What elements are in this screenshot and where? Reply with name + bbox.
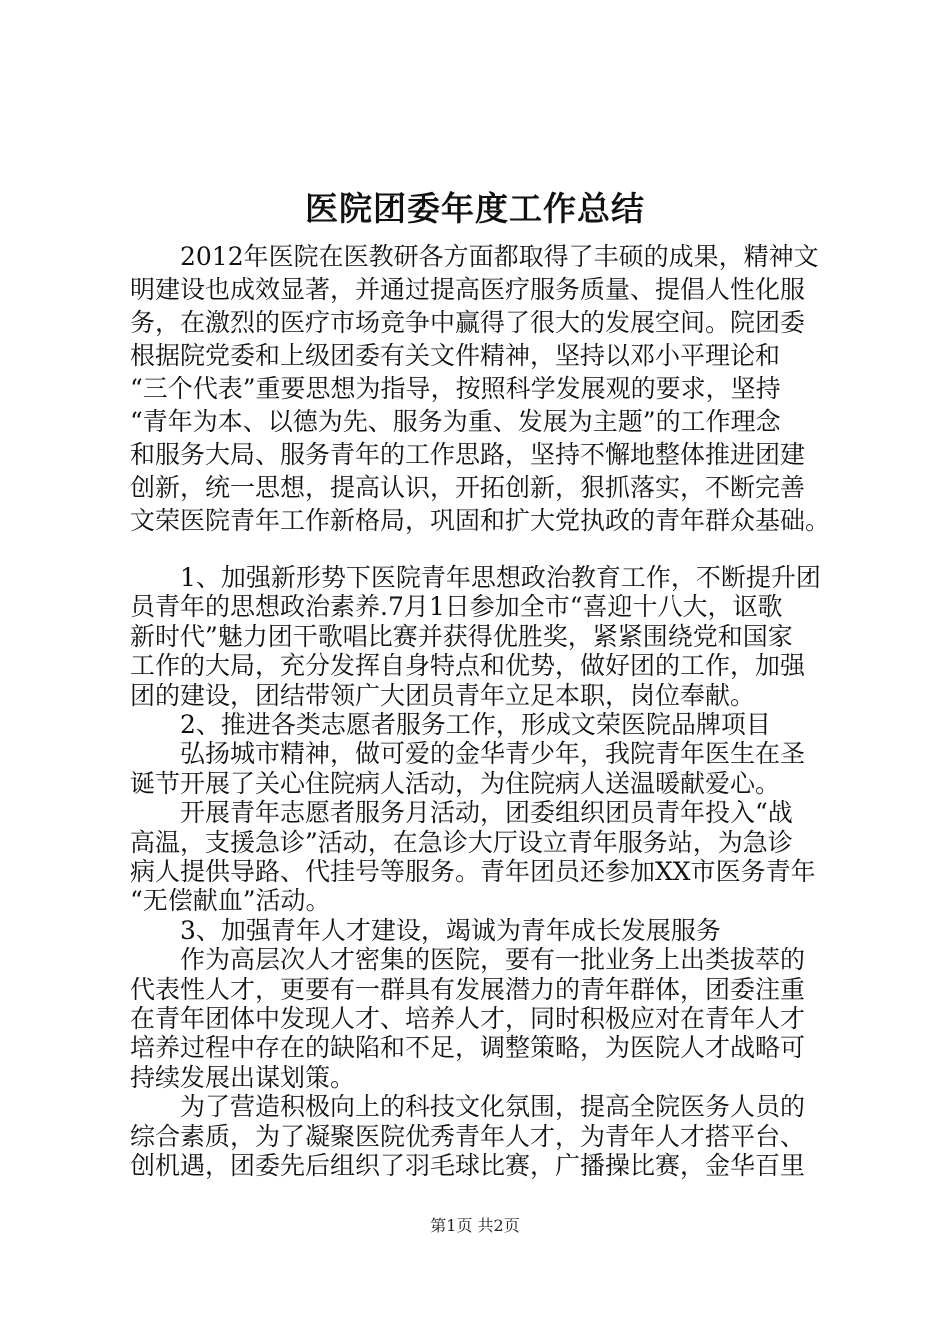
body-line: 团的建设，团结带领广大团员青年立足本职，岗位奉献。 — [130, 681, 756, 710]
body-line: 1、加强新形势下医院青年思想政治教育工作，不断提升团 — [130, 563, 821, 592]
body-line: “无偿献血”活动。 — [130, 886, 331, 915]
body-line: 3、加强青年人才建设，竭诚为青年成长发展服务 — [130, 916, 721, 945]
body-line: 弘扬城市精神，做可爱的金华青少年，我院青年医生在圣 — [130, 739, 806, 768]
body-line: 为了营造积极向上的科技文化氛围，提高全院医务人员的 — [130, 1092, 806, 1121]
body-line: 2、推进各类志愿者服务工作，形成文荣医院品牌项目 — [130, 710, 771, 739]
body-line: 根据院党委和上级团委有关文件精神，坚持以邓小平理论和 — [130, 341, 781, 370]
body-line: 和服务大局、服务青年的工作思路，坚持不懈地整体推进团建 — [130, 440, 806, 469]
body-line: 文荣医院青年工作新格局，巩固和扩大党执政的青年群众基础。 — [130, 506, 831, 535]
body-line: 工作的大局，充分发挥自身特点和优势，做好团的工作，加强 — [130, 651, 806, 680]
body-line: 诞节开展了关心住院病人活动，为住院病人送温暖献爱心。 — [130, 769, 781, 798]
body-line: 作为高层次人才密集的医院，要有一批业务上出类拔萃的 — [130, 945, 806, 974]
body-line: 在青年团体中发现人才、培养人才，同时积极应对在青年人才 — [130, 1004, 806, 1033]
body-line: “青年为本、以德为先、服务为重、发展为主题”的工作理念 — [130, 407, 781, 436]
body-line: 创新，统一思想，提高认识，开拓创新，狠抓落实，不断完善 — [130, 473, 806, 502]
body-line: “三个代表”重要思想为指导，按照科学发展观的要求，坚持 — [130, 374, 781, 403]
body-line: 创机遇，团委先后组织了羽毛球比赛，广播操比赛，金华百里 — [130, 1151, 806, 1180]
body-line: 务，在激烈的医疗市场竞争中赢得了很大的发展空间。院团委 — [130, 308, 806, 337]
body-line: 员青年的思想政治素养.7月1日参加全市“喜迎十八大，讴歌 — [130, 592, 783, 621]
body-line: 综合素质，为了凝聚医院优秀青年人才，为青年人才搭平台、 — [130, 1122, 806, 1151]
body-line: 持续发展出谋划策。 — [130, 1063, 356, 1092]
body-line: 新时代”魅力团干歌唱比赛并获得优胜奖，紧紧围绕党和国家 — [130, 622, 793, 651]
body-line: 培养过程中存在的缺陷和不足，调整策略，为医院人才战略可 — [130, 1033, 806, 1062]
body-line: 病人提供导路、代挂号等服务。青年团员还参加XX市医务青年 — [130, 857, 816, 886]
body-line: 明建设也成效显著，并通过提高医疗服务质量、提倡人性化服 — [130, 275, 806, 304]
page-footer: 第1页 共2页 — [430, 1216, 520, 1235]
body-line: 2012年医院在医教研各方面都取得了丰硕的成果，精神文 — [130, 242, 819, 271]
document-title: 医院团委年度工作总结 — [305, 189, 645, 228]
body-line: 开展青年志愿者服务月活动，团委组织团员青年投入“战 — [130, 798, 793, 827]
body-line: 高温，支援急诊”活动，在急诊大厅设立青年服务站，为急诊 — [130, 828, 793, 857]
body-line: 代表性人才，更要有一群具有发展潜力的青年群体，团委注重 — [130, 975, 806, 1004]
